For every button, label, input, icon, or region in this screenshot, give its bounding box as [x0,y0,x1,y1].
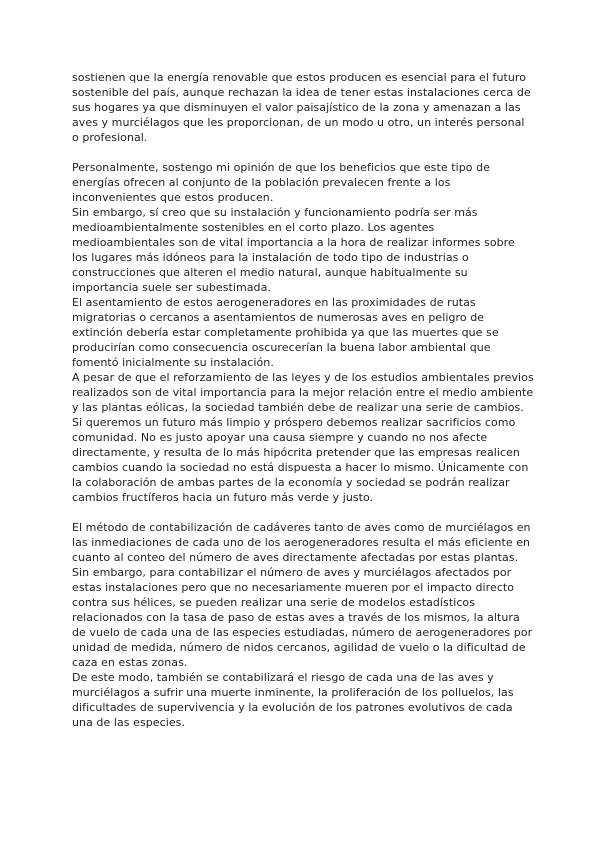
paragraph-intro-continuation: sostienen que la energía renovable que estos producen es esencial para el futuro sostenible del país, aunque rechazan la idea de tener estas instalaciones cerca de sus hogares ya que disminuyen el valor paisajístico de la zona y amenazan a las aves y murciélagos que les proporcionan, de un modo u otro, un interés personal o profesional. [72,71,531,144]
paragraph-community-sacrifice: Si queremos un futuro más limpio y próspero debemos realizar sacrificios como comunidad. No es justo apoyar una causa siempre y cuando no nos afecte directamente, y resulta de lo más hipócrita pretender que las empresas realicen cambios cuando la sociedad no está dispuesta a hacer lo mismo. Únicamente con la colaboración de ambas partes de la economía y sociedad se podrán realizar cambios fructíferos hacia un futuro más verde y justo. [72,416,529,504]
paragraph-migratory-routes: El asentamiento de estos aerogeneradores en las proximidades de rutas migratorias o cercanos a asentamientos de numerosas aves en peligro de extinción debería estar completamente prohibida ya que las muertes que se producirían como consecuencia oscurecerían la buena labor ambiental que fomentó inicialmente su instalación. [72,296,499,369]
paragraph-carcass-counting: El método de contabilización de cadáveres tanto de aves como de murciélagos en las inmediaciones de cada uno de los aerogeneradores resulta el más eficiente en cuanto al conteo del número de aves directamente afectadas por estas plantas. [72,521,531,564]
paragraph-gap [72,505,534,520]
paragraph-sustainability: Sin embargo, sí creo que su instalación y funcionamiento podría ser más medioambientalmente sostenibles en el corto plazo. Los agentes medioambientales son de vital importancia a la hora de realizar informes sobre los lugares más idóneos para la instalación de todo tipo de industrias o construcciones que alteren el medio natural, aunque habitualmente su importancia suele ser subestimada. [72,206,515,294]
paragraph-gap [72,145,534,160]
document-body [72,70,534,730]
paragraph-personal-opinion: Personalmente, sostengo mi opinión de que los beneficios que este tipo de energías ofrecen al conjunto de la población prevalecen frente a los inconvenientes que estos producen. [72,161,490,204]
paragraph-laws-and-studies: A pesar de que el reforzamiento de las leyes y de los estudios ambientales previos realizados son de vital importancia para la mejor relación entre el medio ambiente y las plantas eólicas, la sociedad también debe de realizar una serie de cambios. [72,371,534,414]
paragraph-statistical-models: Sin embargo, para contabilizar el número de aves y murciélagos afectados por estas instalaciones pero que no necesariamente mueren por el impacto directo contra sus hélices, se pueden realizar una serie de modelos estadísticos relacionados con la tasa de paso de estas aves a través de los mismos, la altura de vuelo de cada una de las especies estudiadas, número de aerogeneradores por unidad de medida, número de nidos cercanos, agilidad de vuelo o la dificultad de caza en estas zonas. [72,566,533,669]
paragraph-risk-assessment: De este modo, también se contabilizará el riesgo de cada una de las aves y murciélagos a sufrir una muerte inminente, la proliferación de los polluelos, las dificultades de supervivencia y la evolución de los patrones evolutivos de cada una de las especies. [72,671,514,729]
